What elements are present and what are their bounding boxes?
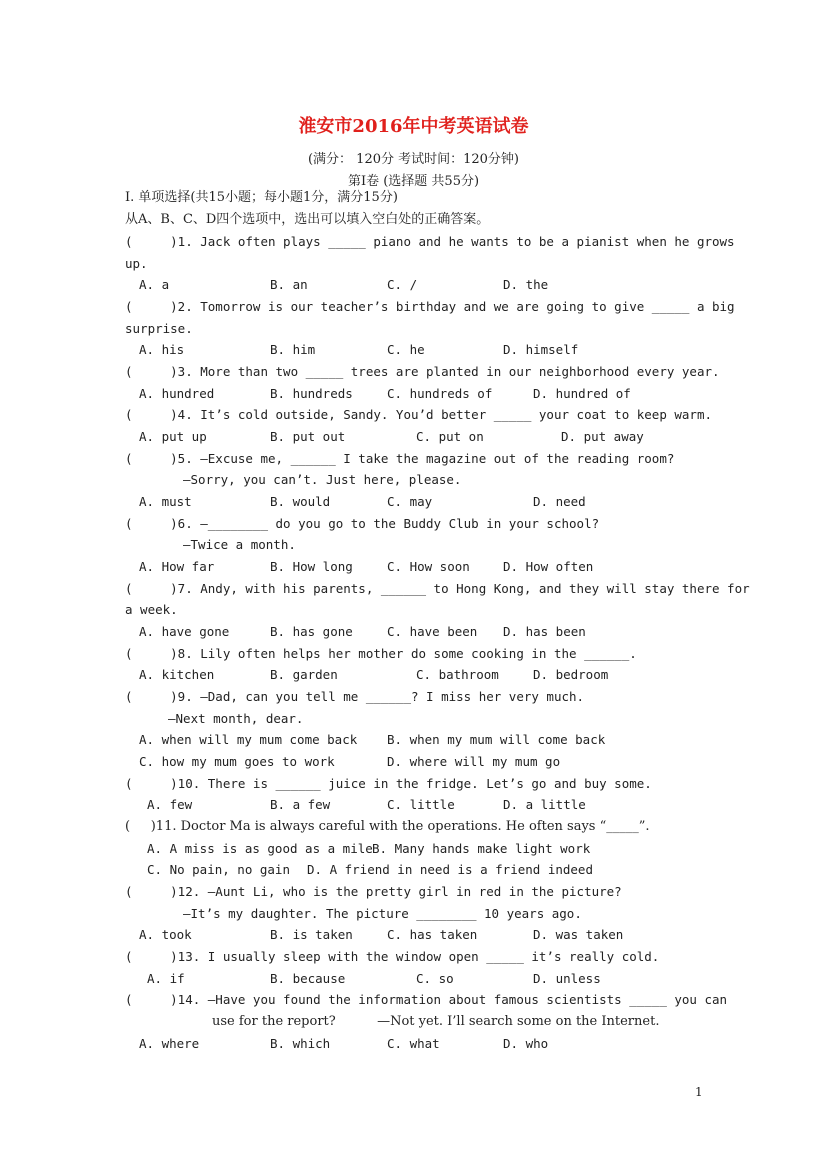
option-b: B. put out bbox=[270, 429, 346, 444]
question-5: ( )5. —Excuse me, ______ I take the magazine out of the reading room? bbox=[125, 451, 675, 466]
option-d: D. How often bbox=[503, 559, 594, 574]
question-9: ( )9. —Dad, can you tell me ______? I miss her very much. bbox=[125, 689, 585, 704]
option-d: D. need bbox=[533, 494, 586, 509]
option-c: C. may bbox=[387, 494, 433, 509]
question-1: ( )1. Jack often plays _____ piano and he wants to be a pianist when he grows bbox=[125, 234, 735, 249]
question-9-reply: —Next month, dear. bbox=[168, 711, 304, 726]
option-a: A. where bbox=[139, 1036, 200, 1051]
question-14-cont: use for the report? —Not yet. I’ll search some on the Internet. bbox=[212, 1014, 660, 1029]
option-c: C. / bbox=[387, 277, 418, 292]
option-b: B. How long bbox=[270, 559, 353, 574]
option-d: D. himself bbox=[503, 342, 579, 357]
question-12: ( )12. —Aunt Li, who is the pretty girl in red in the picture? bbox=[125, 884, 622, 899]
option-b: B. would bbox=[270, 494, 331, 509]
question-14: ( )14. —Have you found the information about famous scientists _____ you can bbox=[125, 992, 728, 1007]
question-5-reply: —Sorry, you can’t. Just here, please. bbox=[183, 472, 462, 487]
option-d: D. where will my mum go bbox=[387, 754, 561, 769]
option-c: C. have been bbox=[387, 624, 478, 639]
question-1-cont: up. bbox=[125, 256, 148, 271]
option-b: B. because bbox=[270, 971, 346, 986]
option-b: B. him bbox=[270, 342, 316, 357]
option-a: A. kitchen bbox=[139, 667, 215, 682]
option-b: B. Many hands make light work bbox=[372, 841, 591, 856]
option-d: D. bedroom bbox=[533, 667, 609, 682]
option-c: C. he bbox=[387, 342, 425, 357]
option-b: B. is taken bbox=[270, 927, 353, 942]
question-2: ( )2. Tomorrow is our teacher’s birthday and we are going to give _____ a big bbox=[125, 299, 735, 314]
option-a: A. if bbox=[147, 971, 185, 986]
option-c: C. has taken bbox=[387, 927, 478, 942]
question-6: ( )6. —________ do you go to the Buddy Club in your school? bbox=[125, 516, 600, 531]
option-a: A. few bbox=[147, 797, 193, 812]
option-c: C. How soon bbox=[387, 559, 470, 574]
option-c: C. how my mum goes to work bbox=[139, 754, 335, 769]
option-d: D. who bbox=[503, 1036, 549, 1051]
option-a: A. when will my mum come back bbox=[139, 732, 358, 747]
option-b: B. when my mum will come back bbox=[387, 732, 606, 747]
page-number: 1 bbox=[695, 1085, 703, 1099]
question-7-cont: a week. bbox=[125, 602, 178, 617]
option-a: A. hundred bbox=[139, 386, 215, 401]
option-d: D. A friend in need is a friend indeed bbox=[307, 862, 593, 877]
option-c: C. what bbox=[387, 1036, 440, 1051]
option-a: A. must bbox=[139, 494, 192, 509]
exam-title: 淮安市2016年中考英语试卷 bbox=[298, 116, 529, 137]
option-a: A. a bbox=[139, 277, 170, 292]
option-c: C. hundreds of bbox=[387, 386, 493, 401]
option-c: C. No pain, no gain bbox=[147, 862, 290, 877]
option-d: D. the bbox=[503, 277, 549, 292]
option-d: D. has been bbox=[503, 624, 586, 639]
option-d: D. put away bbox=[561, 429, 644, 444]
question-2-cont: surprise. bbox=[125, 321, 193, 336]
option-b: B. which bbox=[270, 1036, 331, 1051]
option-b: B. hundreds bbox=[270, 386, 353, 401]
option-d: D. hundred of bbox=[533, 386, 631, 401]
option-b: B. an bbox=[270, 277, 308, 292]
part-heading: 第Ⅰ卷 (选择题 共55分) bbox=[347, 174, 480, 189]
question-8: ( )8. Lily often helps her mother do some cooking in the ______. bbox=[125, 646, 637, 661]
option-c: C. little bbox=[387, 797, 455, 812]
question-6-reply: —Twice a month. bbox=[183, 537, 296, 552]
question-13: ( )13. I usually sleep with the window open _____ it’s really cold. bbox=[125, 949, 660, 964]
option-a: A. put up bbox=[139, 429, 207, 444]
option-a: A. have gone bbox=[139, 624, 230, 639]
option-d: D. unless bbox=[533, 971, 601, 986]
option-d: D. was taken bbox=[533, 927, 624, 942]
question-12-reply: —It’s my daughter. The picture ________ 10 years ago. bbox=[183, 906, 582, 921]
section-heading: Ⅰ. 单项选择(共15小题；每小题1分，满分15分) bbox=[125, 190, 398, 205]
question-7: ( )7. Andy, with his parents, ______ to Hong Kong, and they will stay there for bbox=[125, 581, 750, 596]
option-d: D. a little bbox=[503, 797, 586, 812]
section-instruction: 从A、B、C、D四个选项中，选出可以填入空白处的正确答案。 bbox=[125, 212, 490, 227]
option-a: A. A miss is as good as a mile bbox=[147, 841, 373, 856]
option-b: B. has gone bbox=[270, 624, 353, 639]
option-c: C. put on bbox=[416, 429, 484, 444]
question-4: ( )4. It’s cold outside, Sandy. You’d better _____ your coat to keep warm. bbox=[125, 407, 712, 422]
option-c: C. so bbox=[416, 971, 454, 986]
question-3: ( )3. More than two _____ trees are planted in our neighborhood every year. bbox=[125, 364, 720, 379]
option-a: A. his bbox=[139, 342, 185, 357]
option-b: B. a few bbox=[270, 797, 331, 812]
option-c: C. bathroom bbox=[416, 667, 499, 682]
option-b: B. garden bbox=[270, 667, 338, 682]
exam-subtitle: (满分： 120分 考试时间：120分钟) bbox=[307, 152, 520, 167]
question-11: ( )11. Doctor Ma is always careful with the operations. He often says “_____”. bbox=[125, 819, 650, 834]
question-10: ( )10. There is ______ juice in the fridge. Let’s go and buy some. bbox=[125, 776, 652, 791]
option-a: A. took bbox=[139, 927, 192, 942]
option-a: A. How far bbox=[139, 559, 215, 574]
